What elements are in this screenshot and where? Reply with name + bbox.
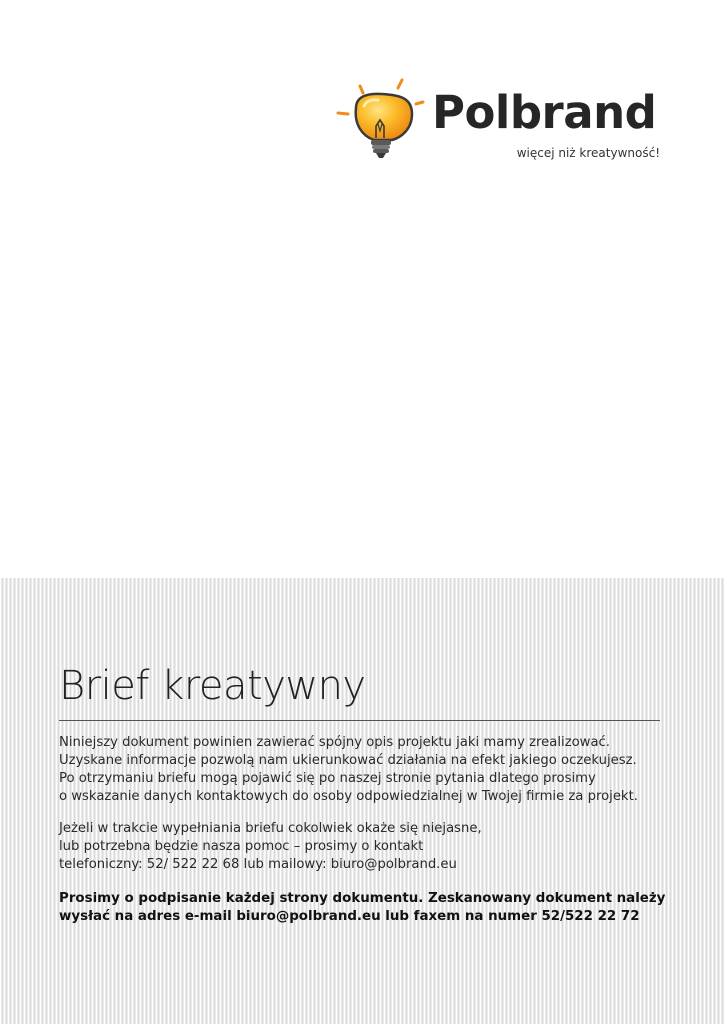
- notice-paragraph: [59, 890, 665, 926]
- notice-line: Prosimy o podpisanie każdej strony dokumentu. Zeskanowany dokument należy: [59, 891, 666, 906]
- lightbulb-icon: [334, 76, 426, 162]
- document-title: Brief kreatywny: [59, 663, 366, 709]
- help-line: Jeżeli w trakcie wypełniania briefu cokolwiek okaże się niejasne,: [59, 821, 482, 836]
- brand-tagline: więcej niż kreatywność!: [516, 146, 660, 160]
- intro-line: Niniejszy dokument powinien zawierać spójny opis projektu jaki mamy zrealizować.: [59, 735, 610, 750]
- help-line: telefoniczny: 52/ 522 22 68 lub mailowy: biuro@polbrand.eu: [59, 857, 457, 872]
- help-paragraph: [59, 820, 482, 874]
- help-line: lub potrzebna będzie nasza pomoc – prosimy o kontakt: [59, 839, 424, 854]
- brand-name: Polbrand: [432, 86, 657, 139]
- intro-paragraph: [59, 734, 638, 806]
- intro-line: o wskazanie danych kontaktowych do osoby odpowiedzialnej w Twojej firmie za projekt.: [59, 789, 638, 804]
- notice-line: wysłać na adres e-mail biuro@polbrand.eu lub faxem na numer 52/522 22 72: [59, 909, 640, 924]
- title-divider: [59, 720, 660, 721]
- intro-line: Uzyskane informacje pozwolą nam ukierunkować działania na efekt jakiego oczekujesz.: [59, 753, 637, 768]
- intro-line: Po otrzymaniu briefu mogą pojawić się po naszej stronie pytania dlatego prosimy: [59, 771, 596, 786]
- brand-logo: [334, 76, 664, 166]
